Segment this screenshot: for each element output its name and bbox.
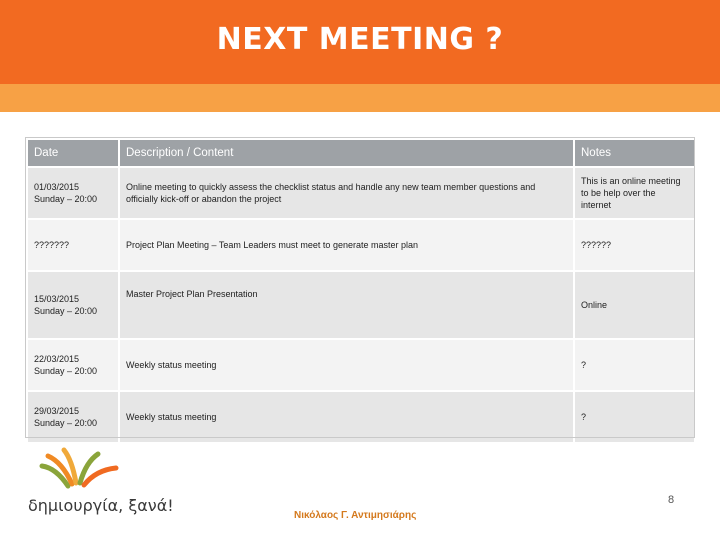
description-cell: Master Project Plan Presentation	[119, 271, 574, 339]
date-cell	[27, 271, 119, 339]
time-text: Sunday – 20:00	[34, 418, 98, 428]
notes-cell: Online	[574, 271, 695, 339]
description-cell: Weekly status meeting	[119, 391, 574, 443]
header-description: Description / Content	[119, 139, 574, 167]
time-text: Sunday – 20:00	[34, 194, 98, 204]
table-row	[27, 219, 695, 271]
date-cell	[27, 391, 119, 443]
notes-cell: This is an online meeting to be help over the internet	[574, 167, 695, 219]
description-cell: Weekly status meeting	[119, 339, 574, 391]
date-cell	[27, 339, 119, 391]
meeting-table	[26, 138, 696, 444]
slide-title: NEXT MEETING ?	[216, 22, 504, 57]
date-text: ???????	[34, 240, 70, 250]
time-text: Sunday – 20:00	[34, 366, 98, 376]
logo-wordmark: δημιουργία, ξανά!	[28, 496, 174, 515]
table-row	[27, 339, 695, 391]
date-text: 15/03/2015	[34, 294, 80, 304]
notes-cell: ?	[574, 339, 695, 391]
date-cell	[27, 167, 119, 219]
date-text: 22/03/2015	[34, 354, 80, 364]
description-cell: Online meeting to quickly assess the checklist status and handle any new team member questions and officially kick-off or abandon the project	[119, 167, 574, 219]
footer-author: Νικόλαος Γ. Αντιμησιάρης	[294, 510, 417, 521]
time-text: Sunday – 20:00	[34, 306, 98, 316]
title-accent-strip	[0, 84, 720, 112]
date-text: 29/03/2015	[34, 406, 80, 416]
header-date: Date	[27, 139, 119, 167]
date-cell	[27, 219, 119, 271]
date-text: 01/03/2015	[34, 182, 80, 192]
description-cell: Project Plan Meeting – Team Leaders must meet to generate master plan	[119, 219, 574, 271]
notes-cell: ?	[574, 391, 695, 443]
page-number: 8	[668, 494, 675, 506]
table-header-row	[27, 139, 695, 167]
table-row	[27, 271, 695, 339]
header-notes: Notes	[574, 139, 695, 167]
table-row	[27, 391, 695, 443]
table-row	[27, 167, 695, 219]
notes-cell: ??????	[574, 219, 695, 271]
